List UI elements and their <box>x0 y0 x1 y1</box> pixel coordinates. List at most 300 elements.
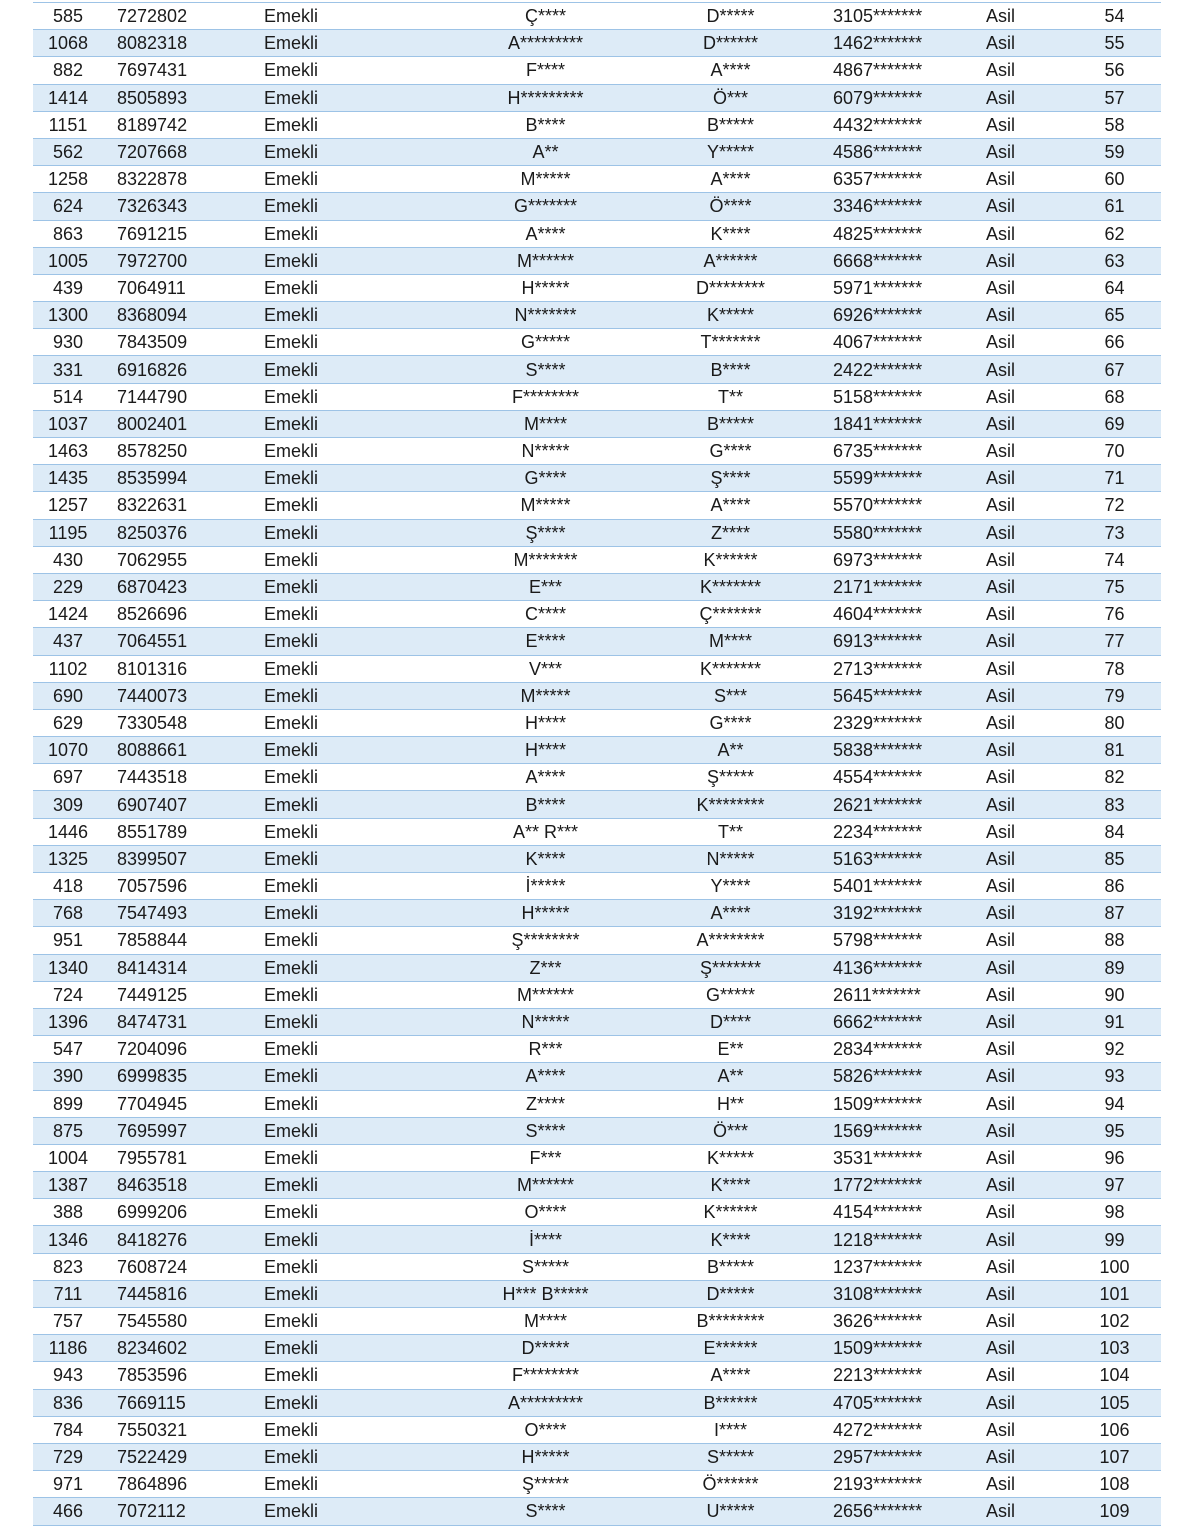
table-row <box>33 57 1161 84</box>
table-row <box>33 1199 1161 1226</box>
type-cell: Asil <box>968 655 1068 682</box>
row-index-cell: 711 <box>33 1280 103 1307</box>
id-number-cell: 1509******* <box>823 1335 968 1362</box>
rank-cell: 82 <box>1068 764 1161 791</box>
first-name-cell: S***** <box>453 1253 638 1280</box>
rank-cell: 95 <box>1068 1117 1161 1144</box>
id-number-cell: 2234******* <box>823 818 968 845</box>
table-row <box>33 193 1161 220</box>
record-number-cell: 7207668 <box>103 138 238 165</box>
last-name-cell: D**** <box>638 1008 823 1035</box>
first-name-cell: S**** <box>453 356 638 383</box>
row-index-cell: 388 <box>33 1199 103 1226</box>
last-name-cell: Z**** <box>638 519 823 546</box>
row-index-cell: 882 <box>33 57 103 84</box>
id-number-cell: 5163******* <box>823 845 968 872</box>
record-number-cell: 8463518 <box>103 1172 238 1199</box>
last-name-cell: A**** <box>638 166 823 193</box>
rank-cell: 89 <box>1068 954 1161 981</box>
row-index-cell: 418 <box>33 873 103 900</box>
record-number-cell: 7843509 <box>103 329 238 356</box>
results-table <box>33 2 1161 1526</box>
record-number-cell: 7144790 <box>103 383 238 410</box>
id-number-cell: 4554******* <box>823 764 968 791</box>
rank-cell: 86 <box>1068 873 1161 900</box>
type-cell: Asil <box>968 465 1068 492</box>
table-row <box>33 1389 1161 1416</box>
row-index-cell: 1387 <box>33 1172 103 1199</box>
type-cell: Asil <box>968 845 1068 872</box>
rank-cell: 84 <box>1068 818 1161 845</box>
row-index-cell: 1424 <box>33 601 103 628</box>
id-number-cell: 4867******* <box>823 57 968 84</box>
record-number-cell: 7704945 <box>103 1090 238 1117</box>
last-name-cell: A**** <box>638 900 823 927</box>
record-number-cell: 8088661 <box>103 737 238 764</box>
record-number-cell: 8578250 <box>103 438 238 465</box>
id-number-cell: 4825******* <box>823 220 968 247</box>
record-number-cell: 6907407 <box>103 791 238 818</box>
id-number-cell: 4604******* <box>823 601 968 628</box>
first-name-cell: S**** <box>453 1498 638 1525</box>
type-cell: Asil <box>968 1443 1068 1470</box>
rank-cell: 67 <box>1068 356 1161 383</box>
type-cell: Asil <box>968 519 1068 546</box>
row-index-cell: 1340 <box>33 954 103 981</box>
row-index-cell: 1070 <box>33 737 103 764</box>
status-cell: Emekli <box>238 84 453 111</box>
table-row <box>33 573 1161 600</box>
last-name-cell: G**** <box>638 438 823 465</box>
first-name-cell: V*** <box>453 655 638 682</box>
first-name-cell: Ş******** <box>453 927 638 954</box>
status-cell: Emekli <box>238 1008 453 1035</box>
id-number-cell: 1462******* <box>823 30 968 57</box>
record-number-cell: 7955781 <box>103 1144 238 1171</box>
status-cell: Emekli <box>238 138 453 165</box>
table-row <box>33 274 1161 301</box>
first-name-cell: H***** <box>453 1443 638 1470</box>
record-number-cell: 7669115 <box>103 1389 238 1416</box>
record-number-cell: 7608724 <box>103 1253 238 1280</box>
id-number-cell: 5838******* <box>823 737 968 764</box>
rank-cell: 83 <box>1068 791 1161 818</box>
last-name-cell: A**** <box>638 57 823 84</box>
last-name-cell: D***** <box>638 3 823 30</box>
type-cell: Asil <box>968 1471 1068 1498</box>
id-number-cell: 6668******* <box>823 247 968 274</box>
last-name-cell: G**** <box>638 709 823 736</box>
rank-cell: 66 <box>1068 329 1161 356</box>
record-number-cell: 8399507 <box>103 845 238 872</box>
id-number-cell: 6913******* <box>823 628 968 655</box>
first-name-cell: M***** <box>453 682 638 709</box>
record-number-cell: 8474731 <box>103 1008 238 1035</box>
status-cell: Emekli <box>238 1226 453 1253</box>
status-cell: Emekli <box>238 1498 453 1525</box>
status-cell: Emekli <box>238 1389 453 1416</box>
id-number-cell: 3346******* <box>823 193 968 220</box>
record-number-cell: 7057596 <box>103 873 238 900</box>
id-number-cell: 5645******* <box>823 682 968 709</box>
record-number-cell: 7064911 <box>103 274 238 301</box>
type-cell: Asil <box>968 247 1068 274</box>
type-cell: Asil <box>968 84 1068 111</box>
first-name-cell: H***** <box>453 900 638 927</box>
last-name-cell: B***** <box>638 1253 823 1280</box>
last-name-cell: T** <box>638 818 823 845</box>
row-index-cell: 1300 <box>33 302 103 329</box>
status-cell: Emekli <box>238 1335 453 1362</box>
last-name-cell: T******* <box>638 329 823 356</box>
id-number-cell: 2193******* <box>823 1471 968 1498</box>
last-name-cell: A** <box>638 737 823 764</box>
rank-cell: 85 <box>1068 845 1161 872</box>
id-number-cell: 6357******* <box>823 166 968 193</box>
status-cell: Emekli <box>238 166 453 193</box>
rank-cell: 109 <box>1068 1498 1161 1525</box>
table-row <box>33 1253 1161 1280</box>
rank-cell: 56 <box>1068 57 1161 84</box>
status-cell: Emekli <box>238 1090 453 1117</box>
first-name-cell: F******** <box>453 1362 638 1389</box>
first-name-cell: H********* <box>453 84 638 111</box>
row-index-cell: 757 <box>33 1308 103 1335</box>
status-cell: Emekli <box>238 601 453 628</box>
first-name-cell: O**** <box>453 1416 638 1443</box>
type-cell: Asil <box>968 356 1068 383</box>
row-index-cell: 466 <box>33 1498 103 1525</box>
id-number-cell: 4272******* <box>823 1416 968 1443</box>
first-name-cell: N******* <box>453 302 638 329</box>
status-cell: Emekli <box>238 1117 453 1144</box>
first-name-cell: G**** <box>453 465 638 492</box>
id-number-cell: 4705******* <box>823 1389 968 1416</box>
table-row <box>33 138 1161 165</box>
status-cell: Emekli <box>238 1280 453 1307</box>
status-cell: Emekli <box>238 329 453 356</box>
first-name-cell: M**** <box>453 1308 638 1335</box>
id-number-cell: 4432******* <box>823 111 968 138</box>
last-name-cell: K****** <box>638 1199 823 1226</box>
type-cell: Asil <box>968 193 1068 220</box>
status-cell: Emekli <box>238 927 453 954</box>
record-number-cell: 7972700 <box>103 247 238 274</box>
table-row <box>33 410 1161 437</box>
first-name-cell: Z**** <box>453 1090 638 1117</box>
record-number-cell: 7064551 <box>103 628 238 655</box>
last-name-cell: K**** <box>638 220 823 247</box>
status-cell: Emekli <box>238 1253 453 1280</box>
last-name-cell: Ö**** <box>638 193 823 220</box>
type-cell: Asil <box>968 764 1068 791</box>
status-cell: Emekli <box>238 465 453 492</box>
first-name-cell: M****** <box>453 1172 638 1199</box>
record-number-cell: 8002401 <box>103 410 238 437</box>
last-name-cell: Ö****** <box>638 1471 823 1498</box>
table-body <box>33 3 1161 1526</box>
status-cell: Emekli <box>238 519 453 546</box>
rank-cell: 108 <box>1068 1471 1161 1498</box>
row-index-cell: 729 <box>33 1443 103 1470</box>
table-row <box>33 302 1161 329</box>
id-number-cell: 4136******* <box>823 954 968 981</box>
id-number-cell: 5158******* <box>823 383 968 410</box>
record-number-cell: 7858844 <box>103 927 238 954</box>
record-number-cell: 7449125 <box>103 981 238 1008</box>
rank-cell: 97 <box>1068 1172 1161 1199</box>
id-number-cell: 2611******* <box>823 981 968 1008</box>
id-number-cell: 1509******* <box>823 1090 968 1117</box>
rank-cell: 106 <box>1068 1416 1161 1443</box>
record-number-cell: 7443518 <box>103 764 238 791</box>
status-cell: Emekli <box>238 410 453 437</box>
status-cell: Emekli <box>238 1199 453 1226</box>
row-index-cell: 1446 <box>33 818 103 845</box>
first-name-cell: A********* <box>453 1389 638 1416</box>
rank-cell: 96 <box>1068 1144 1161 1171</box>
rank-cell: 71 <box>1068 465 1161 492</box>
type-cell: Asil <box>968 30 1068 57</box>
status-cell: Emekli <box>238 900 453 927</box>
status-cell: Emekli <box>238 818 453 845</box>
type-cell: Asil <box>968 1308 1068 1335</box>
last-name-cell: Ş******* <box>638 954 823 981</box>
id-number-cell: 3192******* <box>823 900 968 927</box>
last-name-cell: E** <box>638 1036 823 1063</box>
rank-cell: 59 <box>1068 138 1161 165</box>
last-name-cell: E****** <box>638 1335 823 1362</box>
record-number-cell: 7864896 <box>103 1471 238 1498</box>
table-row <box>33 465 1161 492</box>
first-name-cell: O**** <box>453 1199 638 1226</box>
id-number-cell: 1772******* <box>823 1172 968 1199</box>
rank-cell: 93 <box>1068 1063 1161 1090</box>
row-index-cell: 863 <box>33 220 103 247</box>
last-name-cell: S***** <box>638 1443 823 1470</box>
record-number-cell: 7272802 <box>103 3 238 30</box>
table-row <box>33 546 1161 573</box>
type-cell: Asil <box>968 1008 1068 1035</box>
table-row <box>33 1471 1161 1498</box>
table-row <box>33 1144 1161 1171</box>
table-row <box>33 1443 1161 1470</box>
rank-cell: 100 <box>1068 1253 1161 1280</box>
record-number-cell: 8505893 <box>103 84 238 111</box>
first-name-cell: A********* <box>453 30 638 57</box>
first-name-cell: E*** <box>453 573 638 600</box>
row-index-cell: 930 <box>33 329 103 356</box>
id-number-cell: 2957******* <box>823 1443 968 1470</box>
last-name-cell: D******** <box>638 274 823 301</box>
first-name-cell: C**** <box>453 601 638 628</box>
record-number-cell: 7326343 <box>103 193 238 220</box>
type-cell: Asil <box>968 1498 1068 1525</box>
type-cell: Asil <box>968 628 1068 655</box>
status-cell: Emekli <box>238 247 453 274</box>
first-name-cell: E**** <box>453 628 638 655</box>
record-number-cell: 7062955 <box>103 546 238 573</box>
id-number-cell: 6662******* <box>823 1008 968 1035</box>
last-name-cell: K****** <box>638 546 823 573</box>
record-number-cell: 6870423 <box>103 573 238 600</box>
table-row <box>33 1008 1161 1035</box>
type-cell: Asil <box>968 573 1068 600</box>
rank-cell: 60 <box>1068 166 1161 193</box>
type-cell: Asil <box>968 737 1068 764</box>
rank-cell: 78 <box>1068 655 1161 682</box>
status-cell: Emekli <box>238 3 453 30</box>
first-name-cell: F*** <box>453 1144 638 1171</box>
record-number-cell: 8250376 <box>103 519 238 546</box>
status-cell: Emekli <box>238 383 453 410</box>
last-name-cell: S*** <box>638 682 823 709</box>
record-number-cell: 7204096 <box>103 1036 238 1063</box>
record-number-cell: 7853596 <box>103 1362 238 1389</box>
row-index-cell: 439 <box>33 274 103 301</box>
status-cell: Emekli <box>238 492 453 519</box>
status-cell: Emekli <box>238 438 453 465</box>
id-number-cell: 2713******* <box>823 655 968 682</box>
rank-cell: 87 <box>1068 900 1161 927</box>
status-cell: Emekli <box>238 764 453 791</box>
id-number-cell: 4067******* <box>823 329 968 356</box>
row-index-cell: 899 <box>33 1090 103 1117</box>
first-name-cell: H**** <box>453 709 638 736</box>
rank-cell: 103 <box>1068 1335 1161 1362</box>
table-row <box>33 900 1161 927</box>
record-number-cell: 8551789 <box>103 818 238 845</box>
rank-cell: 62 <box>1068 220 1161 247</box>
last-name-cell: D****** <box>638 30 823 57</box>
last-name-cell: Y***** <box>638 138 823 165</box>
row-index-cell: 1068 <box>33 30 103 57</box>
status-cell: Emekli <box>238 981 453 1008</box>
type-cell: Asil <box>968 166 1068 193</box>
id-number-cell: 5971******* <box>823 274 968 301</box>
rank-cell: 90 <box>1068 981 1161 1008</box>
type-cell: Asil <box>968 438 1068 465</box>
table-row <box>33 1226 1161 1253</box>
last-name-cell: Ö*** <box>638 84 823 111</box>
first-name-cell: N***** <box>453 1008 638 1035</box>
row-index-cell: 943 <box>33 1362 103 1389</box>
type-cell: Asil <box>968 1117 1068 1144</box>
table-row <box>33 329 1161 356</box>
row-index-cell: 1258 <box>33 166 103 193</box>
first-name-cell: M****** <box>453 247 638 274</box>
row-index-cell: 1435 <box>33 465 103 492</box>
first-name-cell: İ**** <box>453 1226 638 1253</box>
status-cell: Emekli <box>238 220 453 247</box>
rank-cell: 98 <box>1068 1199 1161 1226</box>
rank-cell: 105 <box>1068 1389 1161 1416</box>
row-index-cell: 697 <box>33 764 103 791</box>
row-index-cell: 1396 <box>33 1008 103 1035</box>
row-index-cell: 1463 <box>33 438 103 465</box>
table-row <box>33 1362 1161 1389</box>
type-cell: Asil <box>968 900 1068 927</box>
id-number-cell: 1569******* <box>823 1117 968 1144</box>
row-index-cell: 1037 <box>33 410 103 437</box>
id-number-cell: 3108******* <box>823 1280 968 1307</box>
row-index-cell: 1005 <box>33 247 103 274</box>
type-cell: Asil <box>968 383 1068 410</box>
type-cell: Asil <box>968 1280 1068 1307</box>
id-number-cell: 2656******* <box>823 1498 968 1525</box>
rank-cell: 70 <box>1068 438 1161 465</box>
type-cell: Asil <box>968 274 1068 301</box>
table-row <box>33 954 1161 981</box>
record-number-cell: 8414314 <box>103 954 238 981</box>
record-number-cell: 7545580 <box>103 1308 238 1335</box>
type-cell: Asil <box>968 927 1068 954</box>
table-row <box>33 709 1161 736</box>
last-name-cell: Ş***** <box>638 764 823 791</box>
row-index-cell: 514 <box>33 383 103 410</box>
row-index-cell: 430 <box>33 546 103 573</box>
type-cell: Asil <box>968 1090 1068 1117</box>
record-number-cell: 8368094 <box>103 302 238 329</box>
rank-cell: 68 <box>1068 383 1161 410</box>
row-index-cell: 229 <box>33 573 103 600</box>
table-row <box>33 628 1161 655</box>
row-index-cell: 690 <box>33 682 103 709</box>
first-name-cell: A** R*** <box>453 818 638 845</box>
first-name-cell: G******* <box>453 193 638 220</box>
rank-cell: 75 <box>1068 573 1161 600</box>
type-cell: Asil <box>968 138 1068 165</box>
type-cell: Asil <box>968 546 1068 573</box>
type-cell: Asil <box>968 818 1068 845</box>
type-cell: Asil <box>968 873 1068 900</box>
rank-cell: 92 <box>1068 1036 1161 1063</box>
record-number-cell: 8322631 <box>103 492 238 519</box>
id-number-cell: 6926******* <box>823 302 968 329</box>
row-index-cell: 1186 <box>33 1335 103 1362</box>
record-number-cell: 7550321 <box>103 1416 238 1443</box>
rank-cell: 73 <box>1068 519 1161 546</box>
row-index-cell: 547 <box>33 1036 103 1063</box>
id-number-cell: 5599******* <box>823 465 968 492</box>
last-name-cell: A** <box>638 1063 823 1090</box>
row-index-cell: 1414 <box>33 84 103 111</box>
last-name-cell: K***** <box>638 302 823 329</box>
record-number-cell: 6916826 <box>103 356 238 383</box>
id-number-cell: 1841******* <box>823 410 968 437</box>
table-row <box>33 1308 1161 1335</box>
table-row <box>33 1172 1161 1199</box>
last-name-cell: B******** <box>638 1308 823 1335</box>
table-row <box>33 1498 1161 1525</box>
table-row <box>33 601 1161 628</box>
first-name-cell: R*** <box>453 1036 638 1063</box>
last-name-cell: B****** <box>638 1389 823 1416</box>
first-name-cell: N***** <box>453 438 638 465</box>
record-number-cell: 7440073 <box>103 682 238 709</box>
rank-cell: 107 <box>1068 1443 1161 1470</box>
id-number-cell: 3531******* <box>823 1144 968 1171</box>
record-number-cell: 8189742 <box>103 111 238 138</box>
first-name-cell: M***** <box>453 166 638 193</box>
record-number-cell: 8418276 <box>103 1226 238 1253</box>
id-number-cell: 5826******* <box>823 1063 968 1090</box>
first-name-cell: A** <box>453 138 638 165</box>
first-name-cell: M******* <box>453 546 638 573</box>
type-cell: Asil <box>968 1199 1068 1226</box>
id-number-cell: 2171******* <box>823 573 968 600</box>
type-cell: Asil <box>968 954 1068 981</box>
